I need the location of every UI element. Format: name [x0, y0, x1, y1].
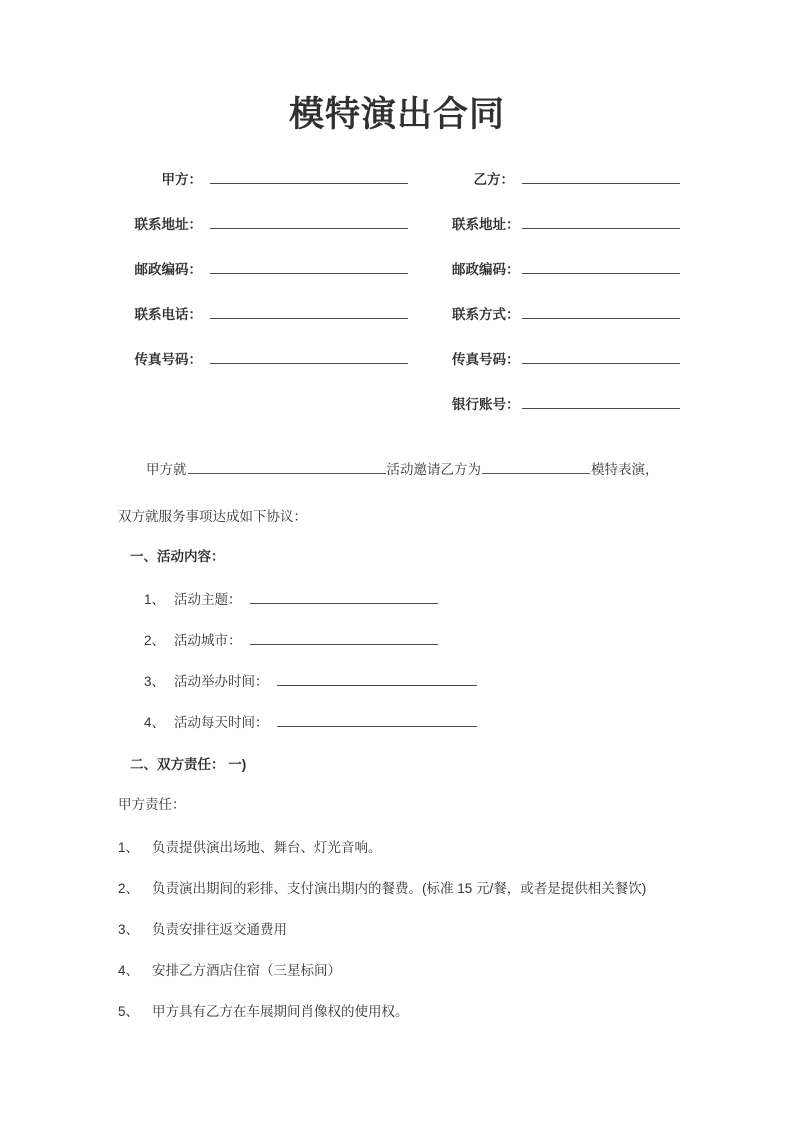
responsibility-item [118, 918, 718, 959]
responsibility-item-text: 安排乙方酒店住宿（三星标间） [152, 963, 341, 978]
field-row-party-b-bank-account [452, 393, 680, 438]
field-label-party-a-name: 甲方： [161, 172, 202, 187]
activity-blank-city[interactable] [250, 630, 438, 645]
field-row-party-a-phone [118, 303, 408, 348]
activity-item-number: 3、 [144, 674, 166, 689]
party-b-column [452, 168, 680, 438]
field-blank-party-a-postcode[interactable] [210, 259, 408, 274]
section-heading-mutual-responsibility: 二、双方责任： 一) [130, 757, 247, 772]
activity-item-theme [118, 588, 678, 629]
field-blank-party-a-fax[interactable] [210, 349, 408, 364]
responsibility-item-text: 负责提供演出场地、舞台、灯光音响。 [152, 840, 382, 855]
intro-blank-event-name[interactable] [188, 459, 386, 474]
responsibility-item [118, 877, 718, 918]
responsibility-item-number: 2、 [118, 881, 140, 896]
field-row-party-a-postcode [118, 258, 408, 303]
intro-text-part3: 模特表演， [591, 462, 659, 477]
intro-blank-model-count[interactable] [482, 459, 590, 474]
field-row-party-b-name [452, 168, 680, 213]
activity-item-label: 活动举办时间： [174, 674, 269, 689]
intro-line-one [118, 458, 680, 478]
activity-content-list [118, 588, 678, 752]
activity-item-number: 4、 [144, 715, 166, 730]
activity-item-daily-time [118, 711, 678, 752]
field-blank-party-b-name[interactable] [522, 169, 680, 184]
activity-item-label: 活动城市： [174, 633, 242, 648]
responsibility-item-text: 负责演出期间的彩排、支付演出期内的餐费。(标准 15 元/餐，或者是提供相关餐饮) [152, 881, 647, 896]
field-blank-party-a-address[interactable] [210, 214, 408, 229]
activity-item-number: 1、 [144, 592, 166, 607]
responsibility-item-text: 负责安排往返交通费用 [152, 922, 287, 937]
party-a-column [118, 168, 408, 393]
activity-item-date [118, 670, 678, 711]
field-label-party-b-contact: 联系方式： [452, 307, 520, 322]
intro-line-two: 双方就服务事项达成如下协议： [118, 509, 307, 524]
page-title: 模特演出合同 [288, 95, 505, 134]
field-row-party-a-address [118, 213, 408, 258]
field-row-party-b-contact [452, 303, 680, 348]
field-row-party-b-postcode [452, 258, 680, 303]
responsibility-item [118, 959, 718, 1000]
field-row-party-a-fax [118, 348, 408, 393]
activity-item-label: 活动主题： [174, 592, 242, 607]
responsibility-item [118, 836, 718, 877]
field-row-party-b-fax [452, 348, 680, 393]
activity-blank-daily-time[interactable] [277, 712, 477, 727]
field-label-party-a-phone: 联系电话： [134, 307, 202, 322]
activity-item-number: 2、 [144, 633, 166, 648]
field-label-party-a-fax: 传真号码： [134, 352, 202, 367]
responsibility-item-number: 4、 [118, 963, 140, 978]
field-label-party-a-postcode: 邮政编码： [134, 262, 202, 277]
field-label-party-b-bank-account: 银行账号： [452, 397, 520, 412]
field-label-party-a-address: 联系地址： [134, 217, 202, 232]
field-blank-party-b-contact[interactable] [522, 304, 680, 319]
intro-paragraph [118, 458, 680, 525]
responsibility-item-text: 甲方具有乙方在车展期间肖像权的使用权。 [152, 1004, 409, 1019]
field-blank-party-b-address[interactable] [522, 214, 680, 229]
responsibility-item-number: 5、 [118, 1004, 140, 1019]
field-label-party-b-fax: 传真号码： [452, 352, 520, 367]
field-blank-party-b-fax[interactable] [522, 349, 680, 364]
responsibility-item [118, 1000, 718, 1041]
intro-text-part1: 甲方就 [146, 462, 187, 477]
field-row-party-a-name [118, 168, 408, 213]
activity-blank-date[interactable] [277, 671, 477, 686]
activity-blank-theme[interactable] [250, 589, 438, 604]
responsibility-item-number: 1、 [118, 840, 140, 855]
field-label-party-b-postcode: 邮政编码： [452, 262, 520, 277]
field-row-party-b-address [452, 213, 680, 258]
responsibility-item-number: 3、 [118, 922, 140, 937]
field-label-party-b-name: 乙方： [473, 172, 514, 187]
activity-item-city [118, 629, 678, 670]
intro-text-part2: 活动邀请乙方为 [386, 462, 481, 477]
field-blank-party-b-postcode[interactable] [522, 259, 680, 274]
field-blank-party-a-name[interactable] [210, 169, 408, 184]
field-blank-party-b-bank-account[interactable] [522, 394, 680, 409]
field-label-party-b-address: 联系地址： [452, 217, 520, 232]
subheading-party-a-responsibility: 甲方责任： [118, 797, 186, 812]
activity-item-label: 活动每天时间： [174, 715, 269, 730]
section-heading-activity-content: 一、活动内容： [130, 549, 225, 564]
field-blank-party-a-phone[interactable] [210, 304, 408, 319]
responsibility-list [118, 836, 718, 1041]
